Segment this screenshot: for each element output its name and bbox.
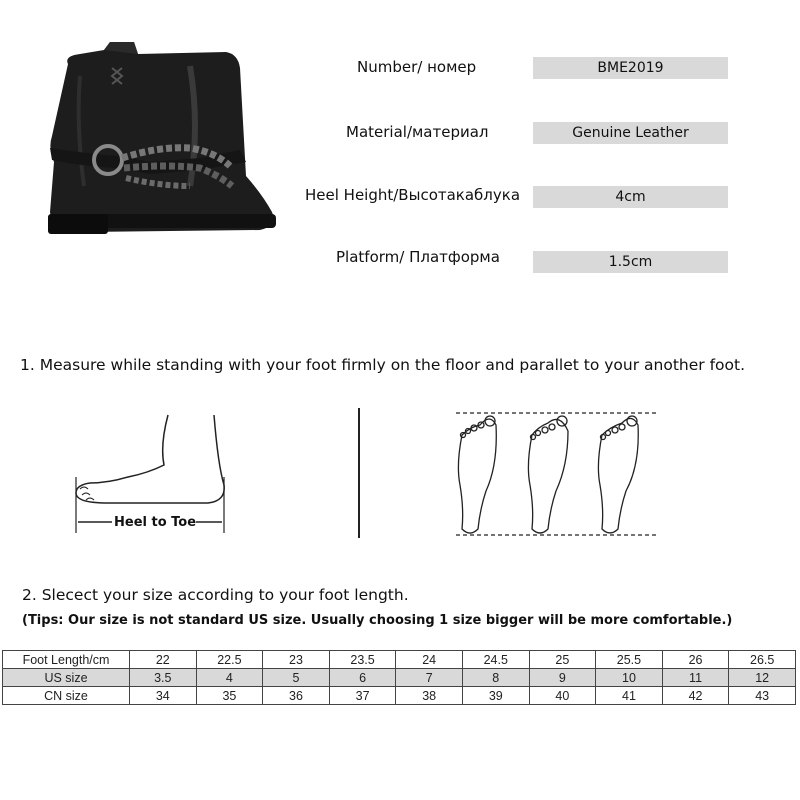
- table-cell: 11: [662, 669, 729, 687]
- row-header: Foot Length/cm: [3, 651, 130, 669]
- table-cell: 8: [462, 669, 529, 687]
- table-cell: 9: [529, 669, 596, 687]
- spec-label-number: Number/ номер: [357, 58, 477, 76]
- table-cell: 40: [529, 687, 596, 705]
- feet-top-view-diagram: [450, 405, 665, 540]
- table-cell: 4: [196, 669, 263, 687]
- heel-to-toe-label: Heel to Toe: [114, 515, 197, 530]
- table-cell: 25: [529, 651, 596, 669]
- spec-value-material: Genuine Leather: [533, 122, 728, 144]
- table-cell: 24: [396, 651, 463, 669]
- table-cell: 39: [462, 687, 529, 705]
- table-cell: 26.5: [729, 651, 796, 669]
- spec-value-number: BME2019: [533, 57, 728, 79]
- table-cell: 6: [329, 669, 396, 687]
- table-cell: 37: [329, 687, 396, 705]
- table-cell: 26: [662, 651, 729, 669]
- table-cell: 22.5: [196, 651, 263, 669]
- table-row-us-size: [3, 669, 796, 687]
- table-cell: 23.5: [329, 651, 396, 669]
- table-cell: 38: [396, 687, 463, 705]
- table-cell: 42: [662, 687, 729, 705]
- table-row-cn-size: [3, 687, 796, 705]
- size-chart-table: [2, 650, 796, 705]
- table-row-foot-length: [3, 651, 796, 669]
- size-tips: (Tips: Our size is not standard US size. Usually choosing 1 size bigger will be more comfortable.): [22, 613, 733, 628]
- table-cell: 7: [396, 669, 463, 687]
- spec-label-platform: Platform/ Платформа: [336, 248, 500, 266]
- spec-value-heel-height: 4cm: [533, 186, 728, 208]
- table-cell: 22: [130, 651, 197, 669]
- row-header: CN size: [3, 687, 130, 705]
- table-cell: 43: [729, 687, 796, 705]
- boot-product-image: [40, 36, 290, 241]
- table-cell: 3.5: [130, 669, 197, 687]
- figure-divider: [358, 408, 360, 538]
- table-cell: 34: [130, 687, 197, 705]
- spec-value-platform: 1.5cm: [533, 251, 728, 273]
- spec-label-material: Material/материал: [346, 123, 489, 141]
- step-1-instruction: 1. Measure while standing with your foot firmly on the floor and parallet to your another foot.: [20, 356, 746, 374]
- table-cell: 12: [729, 669, 796, 687]
- table-cell: 35: [196, 687, 263, 705]
- table-cell: 36: [263, 687, 330, 705]
- table-cell: 24.5: [462, 651, 529, 669]
- step-2-instruction: 2. Slecect your size according to your foot length.: [22, 586, 409, 604]
- table-cell: 23: [263, 651, 330, 669]
- table-cell: 5: [263, 669, 330, 687]
- table-cell: 41: [596, 687, 663, 705]
- row-header: US size: [3, 669, 130, 687]
- table-cell: 25.5: [596, 651, 663, 669]
- spec-label-heel-height: Heel Height/Высотакаблука: [305, 186, 521, 204]
- table-cell: 10: [596, 669, 663, 687]
